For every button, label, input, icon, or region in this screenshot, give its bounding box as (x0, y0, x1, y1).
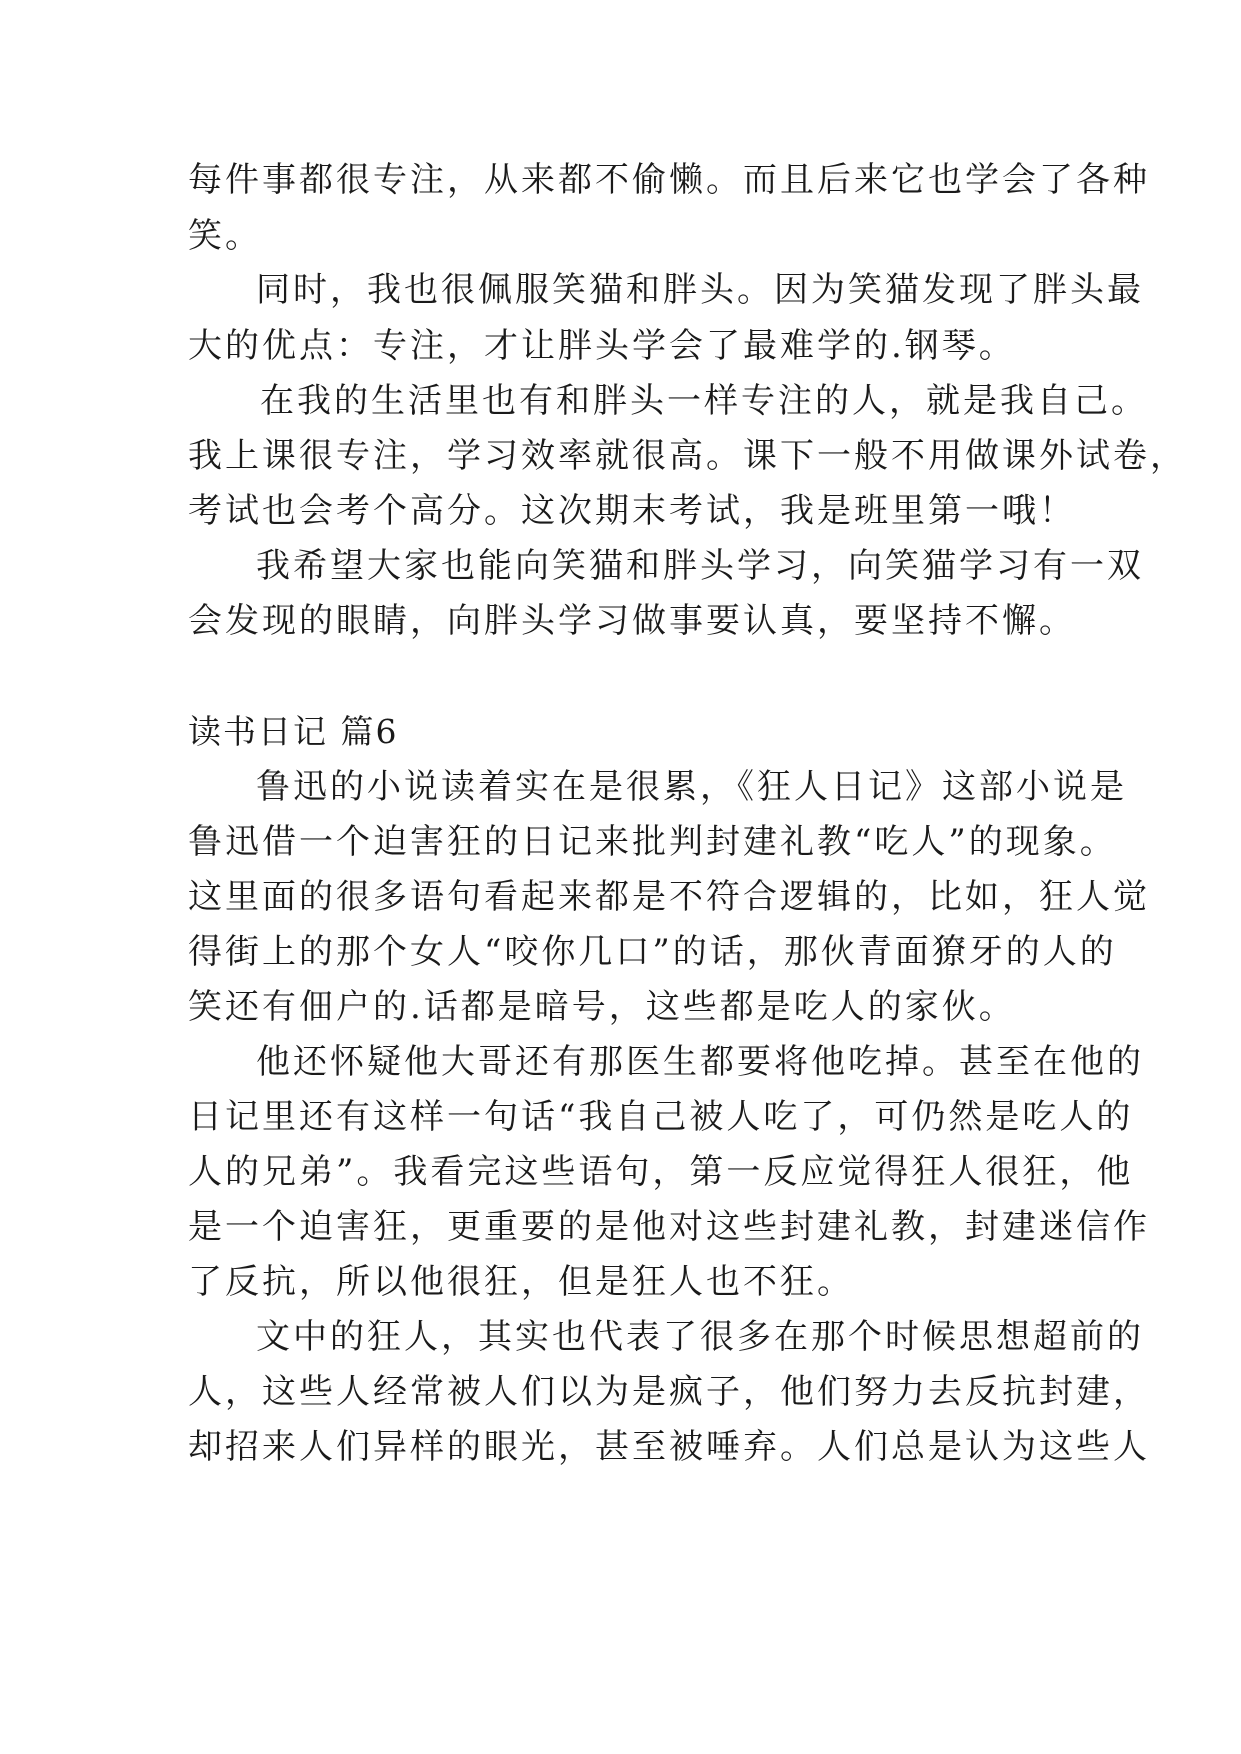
text-line: 每件事都很专注，从来都不偷懒。而且后来它也学会了各种 (188, 160, 1150, 200)
text-line: 笑。 (188, 216, 262, 256)
paragraph-first-line: 我希望大家也能向笑猫和胖头学习，向笑猫学习有一双 (256, 546, 1144, 586)
text-line: 考试也会考个高分。这次期末考试，我是班里第一哦！ (188, 491, 1076, 531)
text-line: 这里面的很多语句看起来都是不符合逻辑的，比如，狂人觉 (188, 877, 1150, 917)
paragraph-first-line: 文中的狂人，其实也代表了很多在那个时候思想超前的 (256, 1317, 1144, 1357)
paragraph-first-line: 他还怀疑他大哥还有那医生都要将他吃掉。甚至在他的 (256, 1042, 1144, 1082)
text-line: 笑还有佃户的.话都是暗号，这些都是吃人的家伙。 (188, 987, 1016, 1027)
text-line: 人，这些人经常被人们以为是疯子，他们努力去反抗封建， (188, 1372, 1150, 1412)
text-line: 却招来人们异样的眼光，甚至被唾弃。人们总是认为这些人 (188, 1427, 1150, 1467)
text-line: 鲁迅借一个迫害狂的日记来批判封建礼教“吃人”的现象。 (188, 822, 1117, 862)
text-line: 会发现的眼睛，向胖头学习做事要认真，要坚持不懈。 (188, 601, 1076, 641)
text-line: 是一个迫害狂，更重要的是他对这些封建礼教，封建迷信作 (188, 1207, 1150, 1247)
paragraph-first-line: 在我的生活里也有和胖头一样专注的人，就是我自己。 (260, 381, 1148, 421)
section-heading: 读书日记 篇6 (188, 712, 399, 751)
paragraph-first-line: 鲁迅的小说读着实在是很累，《狂人日记》这部小说是 (256, 767, 1127, 807)
paragraph-first-line: 同时，我也很佩服笑猫和胖头。因为笑猫发现了胖头最 (256, 270, 1144, 310)
text-line: 日记里还有这样一句话“我自己被人吃了，可仍然是吃人的 (188, 1097, 1134, 1137)
text-line: 人的兄弟”。我看完这些语句，第一反应觉得狂人很狂，他 (188, 1152, 1134, 1192)
text-line: 得街上的那个女人“咬你几口”的话，那伙青面獠牙的人的 (188, 932, 1117, 972)
text-line: 我上课很专注，学习效率就很高。课下一般不用做课外试卷， (188, 436, 1187, 476)
text-line: 了反抗，所以他很狂，但是狂人也不狂。 (188, 1262, 854, 1302)
text-line: 大的优点：专注，才让胖头学会了最难学的.钢琴。 (188, 326, 1016, 366)
